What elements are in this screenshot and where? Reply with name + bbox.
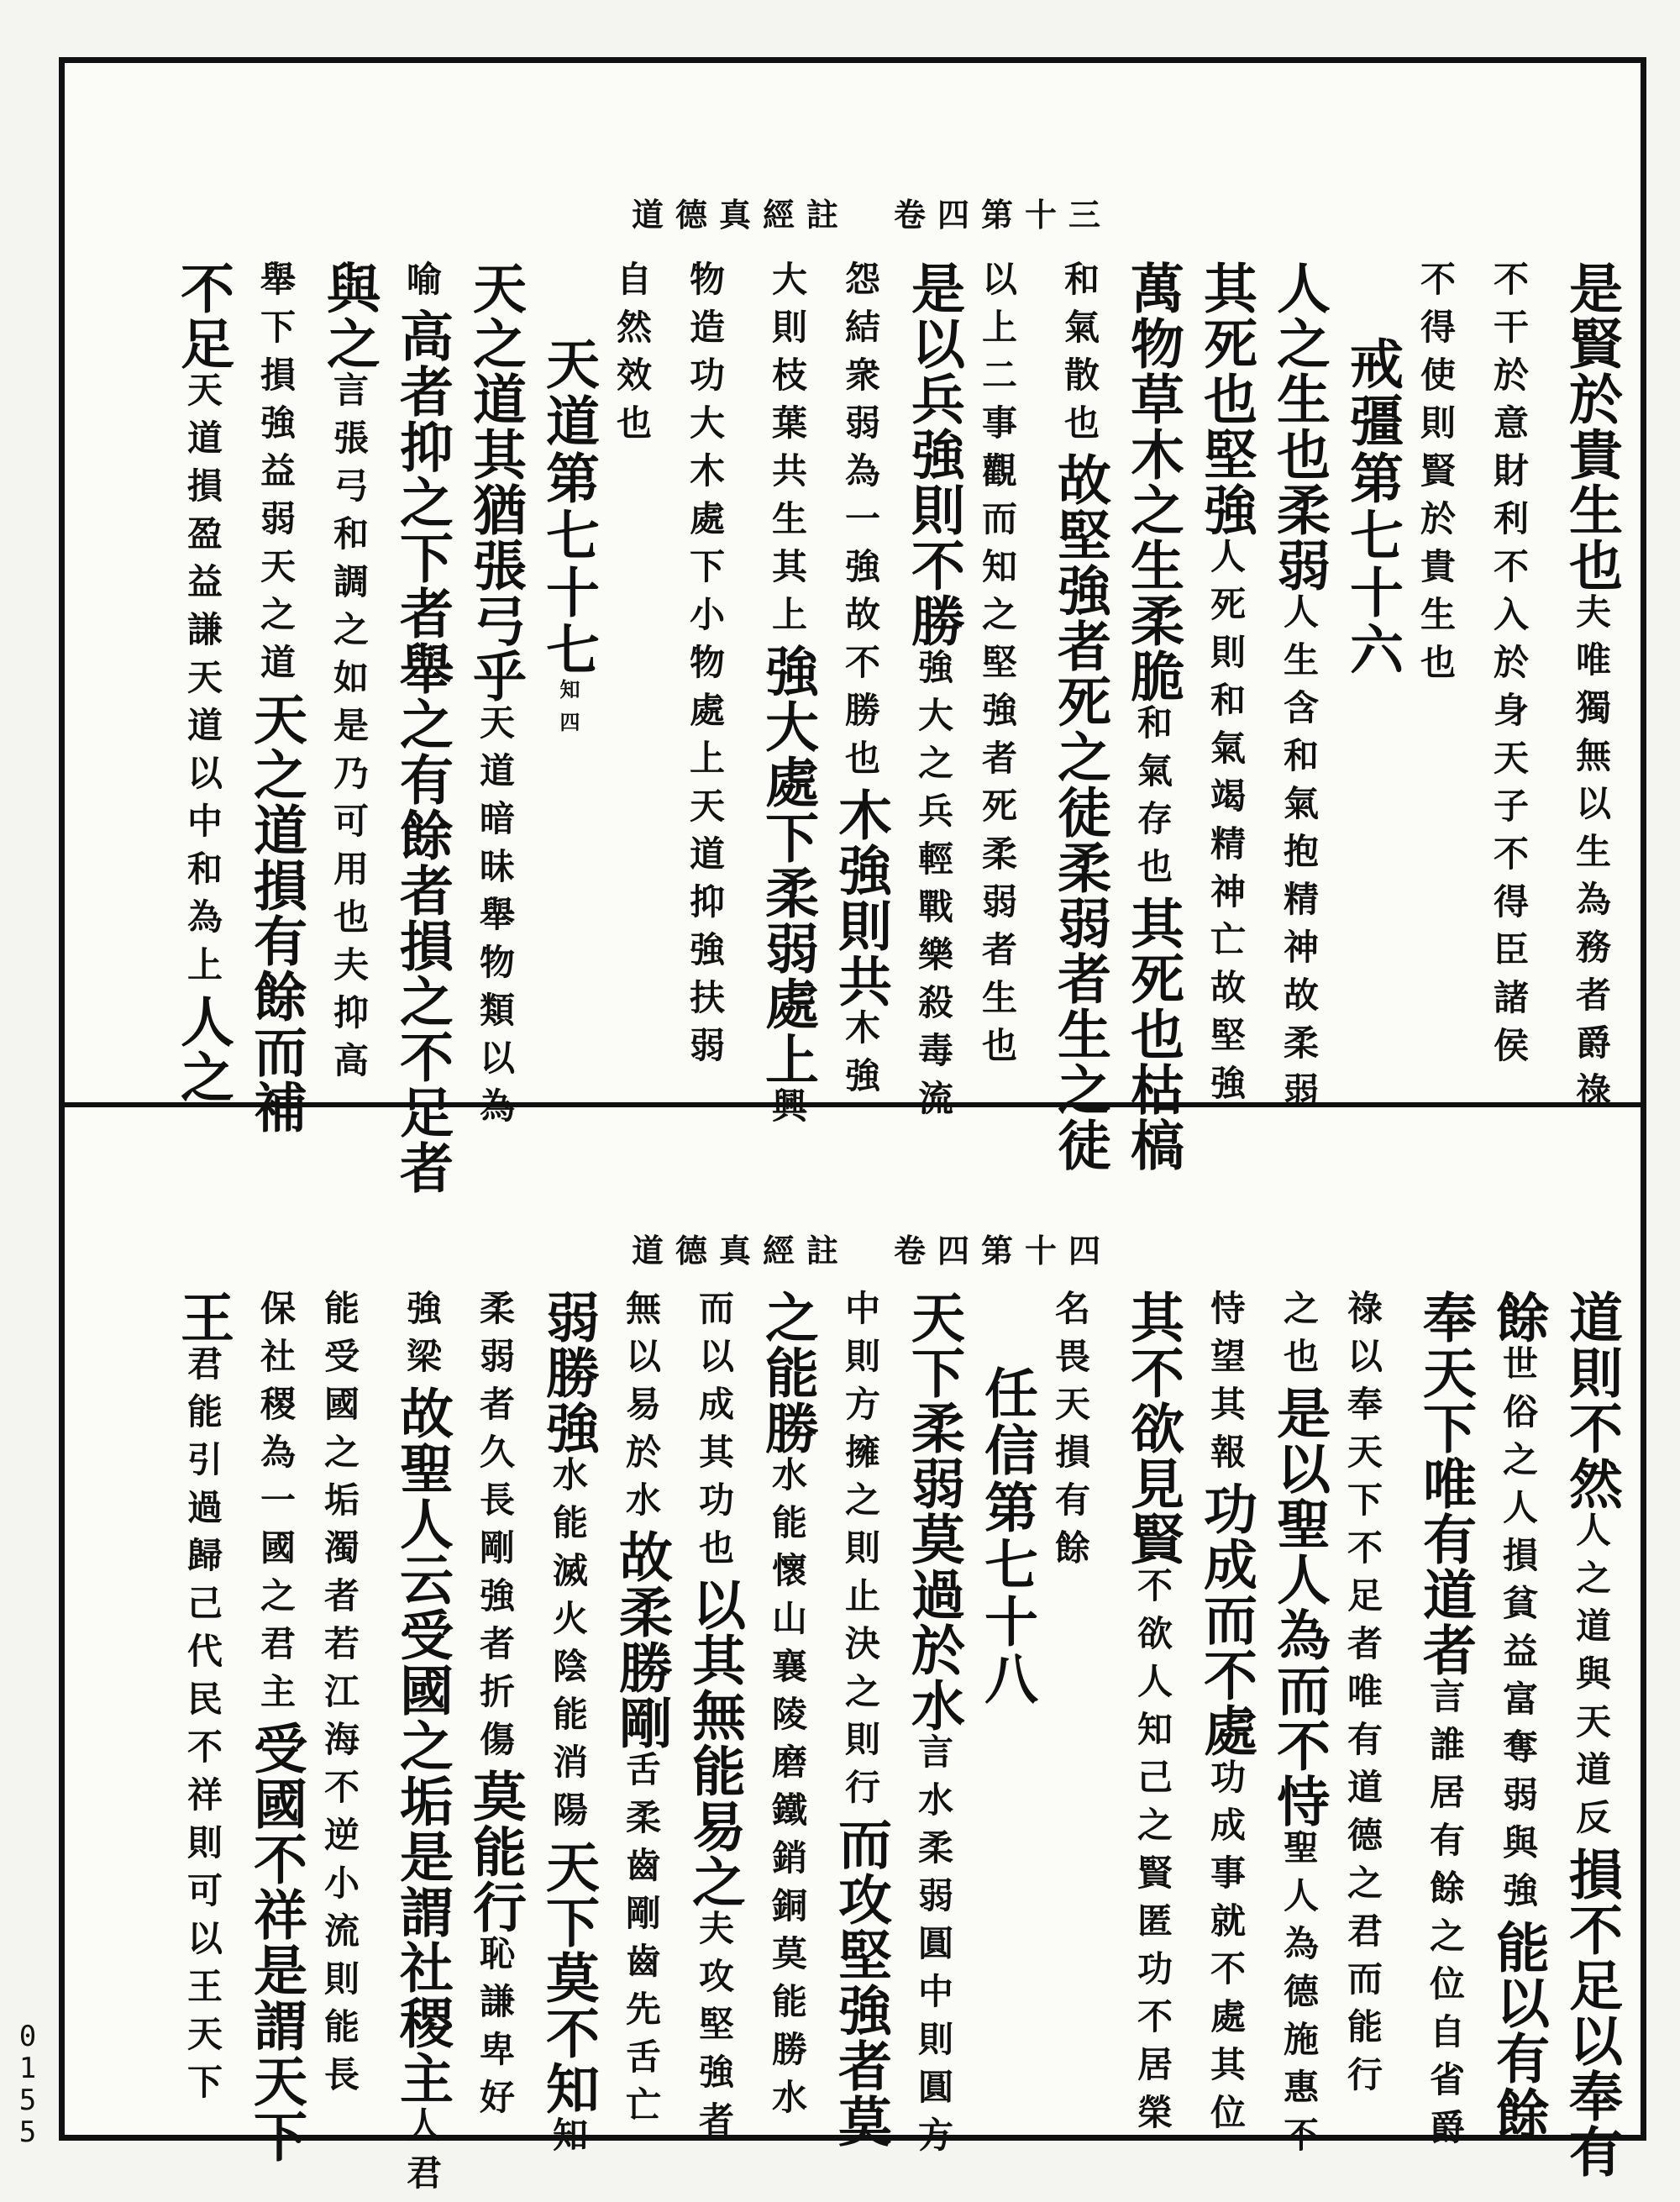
commentary-text: 言誰居有餘之位自省爵 (1425, 1678, 1466, 2157)
text-column (1194, 260, 1257, 1112)
page-digit: 0 (18, 2020, 37, 2053)
commentary-text: 恃望其報 (1205, 1290, 1247, 1481)
text-column (171, 260, 234, 1105)
text-column (683, 1290, 746, 2149)
text-column (464, 260, 527, 1135)
top-header: 道德真經註 卷四第十三 (632, 196, 1113, 234)
text-column (391, 260, 454, 1196)
commentary-text: 人死則和氣竭精神亡故堅強 (1205, 538, 1247, 1112)
commentary-text: 言水柔弱圓中則圓方 (913, 1733, 954, 2164)
commentary-text: 無以易於水 (621, 1290, 662, 1529)
text-column (391, 1290, 454, 2202)
commentary-text: 天道暗昧舉物類以為 (475, 704, 516, 1135)
main-text: 損不足以奉有 (1560, 1847, 1623, 2179)
commentary-text: 水能懷山襄陵磨鐵銷銅莫能勝水 (767, 1456, 808, 2126)
commentary-text: 不得使則賢於貴生也 (1415, 260, 1457, 691)
chapter-title: 天道第七十七 (537, 336, 600, 679)
main-text: 天之道損有餘而補 (244, 691, 307, 1135)
commentary-text: 自然效也 (612, 260, 653, 452)
text-column (1488, 260, 1530, 1075)
chapter-note: 知四 (556, 679, 580, 744)
main-text: 奉天下 (1414, 1290, 1477, 1456)
commentary-text: 中則方擁之則止決之則行 (840, 1290, 881, 1816)
text-column (902, 260, 965, 1127)
page-number (15, 2021, 40, 2148)
main-text: 強大處下柔弱處上 (756, 644, 819, 1087)
main-text: 人之生也柔弱 (1268, 260, 1331, 593)
bottom-header: 道德真經註 卷四第十四 (632, 1232, 1113, 1269)
page-digit: 1 (18, 2052, 37, 2085)
commentary-text: 柔弱者久長剛強者折傷 (475, 1290, 516, 1768)
text-column (829, 1290, 892, 2149)
text-column (244, 1290, 307, 2164)
commentary-text: 強梁 (402, 1290, 443, 1385)
text-column (612, 260, 653, 452)
text-column (1048, 260, 1111, 1173)
text-column (1268, 260, 1331, 1120)
commentary-text: 能受國之垢濁者若江海不逆小流則能長 (319, 1290, 360, 2104)
main-text: 故堅強者死之徒柔弱者生之徒 (1048, 452, 1111, 1173)
commentary-text: 世俗之人損貧益富奪弱與強 (1498, 1345, 1539, 1920)
text-column (756, 260, 819, 1135)
commentary-text: 夫攻堅強者 (694, 1910, 735, 2149)
text-column (1121, 1290, 1184, 2142)
main-text: 其死也枯槁 (1121, 896, 1184, 1173)
main-text: 故聖人云受國之垢是謂社稷主 (391, 1385, 454, 2106)
text-column (244, 260, 307, 1135)
text-column (464, 1290, 527, 2126)
commentary-text: 人君 (402, 2106, 443, 2202)
main-text: 與之 (318, 260, 381, 371)
text-column (1487, 1290, 1550, 2142)
text-column (977, 260, 1018, 1075)
main-text: 天之道其猶張弓乎 (464, 260, 527, 704)
main-text: 唯有道者 (1414, 1456, 1477, 1678)
commentary-text: 和氣散也 (1059, 260, 1100, 452)
text-column (1341, 336, 1404, 679)
commentary-text: 之也 (1278, 1290, 1320, 1385)
main-text: 其不欲見賢 (1121, 1290, 1184, 1567)
text-column (537, 1290, 600, 2164)
commentary-text: 怨結衆弱為一強故不勝也 (840, 260, 881, 787)
commentary-text: 君能引過歸己代民不祥則可以王天下 (182, 1345, 223, 2111)
text-column (1560, 1290, 1623, 2179)
commentary-text: 名畏天損有餘 (1050, 1290, 1091, 1577)
commentary-text: 而以成其功也 (694, 1290, 735, 1577)
text-column (1050, 1290, 1091, 1577)
text-column (902, 1290, 965, 2164)
text-column (1121, 260, 1184, 1173)
chapter-title: 任信第七十八 (975, 1365, 1038, 1708)
commentary-text: 大則枝葉共生其上 (767, 260, 808, 644)
commentary-text: 不干於意財利不入於身天子不得臣諸侯 (1488, 260, 1530, 1075)
main-text: 王 (171, 1290, 234, 1345)
main-text: 以其無能易之 (683, 1577, 746, 1910)
commentary-text: 功成事就不處其位 (1205, 1758, 1247, 2142)
main-text: 餘 (1487, 1290, 1550, 1345)
main-text: 其死也堅強 (1194, 260, 1257, 538)
text-column (975, 1365, 1038, 1708)
text-column (1415, 260, 1457, 691)
main-text: 莫能行 (464, 1768, 527, 1935)
text-column (1342, 1290, 1383, 2104)
commentary-text: 聖人為德施惠不 (1278, 1829, 1320, 2164)
commentary-text: 和氣存也 (1132, 704, 1173, 896)
commentary-text: 物造功大木處下小物處上天道抑強扶弱 (685, 260, 726, 1075)
main-text: 道則不然 (1560, 1290, 1623, 1511)
page-digit: 5 (18, 2084, 37, 2117)
commentary-text: 強大之兵輕戰樂殺毒流 (913, 649, 954, 1127)
chapter-title: 戒彊第七十六 (1341, 336, 1404, 679)
commentary-text: 知 (548, 2116, 589, 2164)
text-column (319, 1290, 360, 2104)
text-column (1268, 1290, 1331, 2164)
main-text: 能以有餘 (1487, 1920, 1550, 2142)
main-text: 木強則共 (829, 787, 892, 1009)
main-text: 故柔勝剛 (610, 1529, 673, 1751)
commentary-text: 喻 (402, 260, 443, 308)
main-text: 是賢於貴生也 (1560, 260, 1623, 593)
main-text: 弱勝強 (537, 1290, 600, 1456)
main-text: 是以聖人為而不恃 (1268, 1385, 1331, 1829)
commentary-text: 恥謙卑好 (475, 1935, 516, 2126)
text-column (1414, 1290, 1477, 2157)
commentary-text: 水能滅火陰能消陽 (548, 1456, 589, 1839)
text-column (829, 260, 892, 1105)
text-column (610, 1290, 673, 2134)
main-text: 功成而不處 (1194, 1481, 1257, 1758)
text-column (171, 1290, 234, 2111)
commentary-text: 人生含和氣抱精神故柔弱 (1278, 593, 1320, 1120)
commentary-text: 祿以奉天下不足者唯有道德之君而能行 (1342, 1290, 1383, 2104)
text-column (1560, 260, 1623, 1120)
commentary-text: 言張弓和調之如是乃可用也夫抑高 (328, 371, 370, 1090)
main-text: 天下柔弱莫過於水 (902, 1290, 965, 1733)
page-digit: 5 (18, 2115, 37, 2149)
text-column (685, 260, 726, 1075)
text-column (1194, 1290, 1257, 2142)
main-text: 天下莫不知 (537, 1839, 600, 2116)
commentary-text: 保社稷為一國之君主 (255, 1290, 297, 1721)
main-text: 受國不祥是謂天下 (244, 1721, 307, 2164)
commentary-text: 木強 (840, 1009, 881, 1105)
main-text: 高者抑之下者舉之有餘者損之不足者 (391, 308, 454, 1196)
main-text: 人之 (171, 994, 234, 1105)
commentary-text: 舉下損強益弱天之道 (255, 260, 297, 691)
commentary-text: 興 (767, 1087, 808, 1135)
main-text: 而攻堅強者莫 (829, 1816, 892, 2149)
text-column (537, 336, 600, 744)
commentary-text: 舌柔齒剛齒先舌亡 (621, 1751, 662, 2134)
commentary-text: 人之道與天道反 (1571, 1511, 1612, 1847)
main-text: 之能勝 (756, 1290, 819, 1456)
text-column (318, 260, 381, 1090)
commentary-text: 以上二事觀而知之堅強者死柔弱者生也 (977, 260, 1018, 1075)
main-text: 萬物草木之生柔脆 (1121, 260, 1184, 704)
commentary-text: 不欲人知己之賢匿功不居榮 (1132, 1567, 1173, 2142)
main-text: 不足 (171, 260, 234, 371)
commentary-text: 夫唯獨無以生為務者爵祿 (1571, 593, 1612, 1120)
main-text: 是以兵強則不勝 (902, 260, 965, 649)
text-column (756, 1290, 819, 2126)
commentary-text: 天道損盈益謙天道以中和為上 (182, 371, 223, 994)
